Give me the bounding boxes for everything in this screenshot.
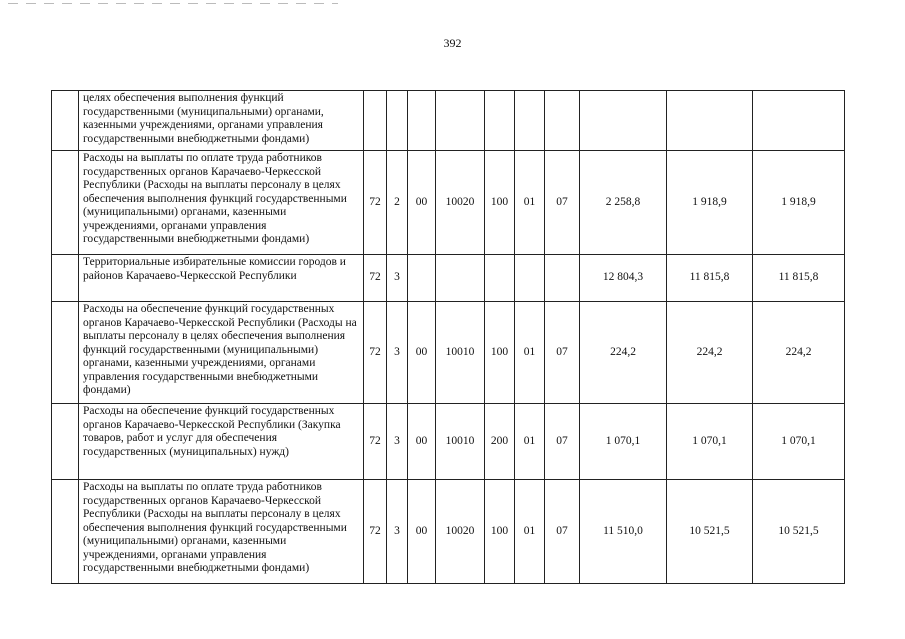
amount-year-1 [580,91,667,151]
code-expense-type: 100 [485,302,515,404]
code-ministry: 72 [364,302,387,404]
code-expense-type [485,255,515,302]
code-ministry [364,91,387,151]
code-subsection: 07 [545,480,580,584]
code-section: 01 [515,151,545,255]
code-subsection [545,255,580,302]
table-row [52,255,845,302]
code-ministry: 72 [364,480,387,584]
code-subprogram: 00 [408,302,436,404]
code-expense-type: 100 [485,151,515,255]
table-row [52,91,845,151]
amount-year-3: 1 070,1 [753,404,845,480]
blank-cell [52,404,79,480]
code-subsection [545,91,580,151]
table-row [52,480,845,584]
blank-cell [52,255,79,302]
code-direction: 10010 [436,404,485,480]
amount-year-2: 11 815,8 [667,255,753,302]
code-program [387,91,408,151]
code-direction: 10020 [436,151,485,255]
code-section: 01 [515,404,545,480]
code-direction [436,91,485,151]
amount-year-2: 1 070,1 [667,404,753,480]
code-subprogram: 00 [408,151,436,255]
expense-name: Расходы на обеспечение функций государственных органов Карачаево-Черкесской Республики (Расходы на выплаты персоналу в целях обеспечения выполнения функций государственными (муниципальными) органами, казенными учреждениями, органами управления государственными внебюджетными фондами) [79,302,364,404]
amount-year-2: 10 521,5 [667,480,753,584]
amount-year-1: 224,2 [580,302,667,404]
code-direction: 10010 [436,302,485,404]
code-ministry: 72 [364,404,387,480]
amount-year-2: 1 918,9 [667,151,753,255]
code-subsection: 07 [545,151,580,255]
scan-artifact [8,3,338,4]
code-expense-type: 100 [485,480,515,584]
table-row [52,302,845,404]
page-number: 392 [443,36,462,50]
code-direction: 10020 [436,480,485,584]
expense-name: Расходы на обеспечение функций государственных органов Карачаево-Черкесской Республики (Закупка товаров, работ и услуг для обеспечения государственных (муниципальных) нужд) [79,404,364,480]
code-subsection: 07 [545,404,580,480]
table-row [52,151,845,255]
amount-year-3: 1 918,9 [753,151,845,255]
code-subprogram: 00 [408,404,436,480]
code-direction [436,255,485,302]
blank-cell [52,151,79,255]
code-section: 01 [515,302,545,404]
expense-name: целях обеспечения выполнения функций государственными (муниципальными) органами, казенными учреждениями, органами управления государственными внебюджетными фондами) [79,91,364,151]
code-program: 2 [387,151,408,255]
expense-name: Территориальные избирательные комиссии городов и районов Карачаево-Черкесской Республики [79,255,364,302]
amount-year-3: 11 815,8 [753,255,845,302]
expense-name: Расходы на выплаты по оплате труда работников государственных органов Карачаево-Черкесской Республики (Расходы на выплаты персоналу в целях обеспечения выполнения функций государственными (муниципальными) органами, казенными учреждениями, органами управления государственными внебюджетными фондами) [79,480,364,584]
code-section: 01 [515,480,545,584]
amount-year-1: 1 070,1 [580,404,667,480]
blank-cell [52,480,79,584]
blank-cell [52,302,79,404]
code-program: 3 [387,255,408,302]
code-program: 3 [387,404,408,480]
code-subprogram [408,255,436,302]
code-expense-type: 200 [485,404,515,480]
amount-year-1: 2 258,8 [580,151,667,255]
code-ministry: 72 [364,255,387,302]
amount-year-1: 12 804,3 [580,255,667,302]
table-row [52,404,845,480]
amount-year-3: 10 521,5 [753,480,845,584]
code-subprogram: 00 [408,480,436,584]
blank-cell [52,91,79,151]
code-program: 3 [387,480,408,584]
amount-year-3: 224,2 [753,302,845,404]
budget-table [51,90,845,584]
expense-name: Расходы на выплаты по оплате труда работников государственных органов Карачаево-Черкесской Республики (Расходы на выплаты персоналу в целях обеспечения выполнения функций государственными (муниципальными) органами, казенными учреждениями, органами управления государственными внебюджетными фондами) [79,151,364,255]
code-section [515,91,545,151]
code-section [515,255,545,302]
code-program: 3 [387,302,408,404]
code-ministry: 72 [364,151,387,255]
amount-year-1: 11 510,0 [580,480,667,584]
amount-year-2: 224,2 [667,302,753,404]
amount-year-3 [753,91,845,151]
code-subsection: 07 [545,302,580,404]
code-subprogram [408,91,436,151]
amount-year-2 [667,91,753,151]
code-expense-type [485,91,515,151]
